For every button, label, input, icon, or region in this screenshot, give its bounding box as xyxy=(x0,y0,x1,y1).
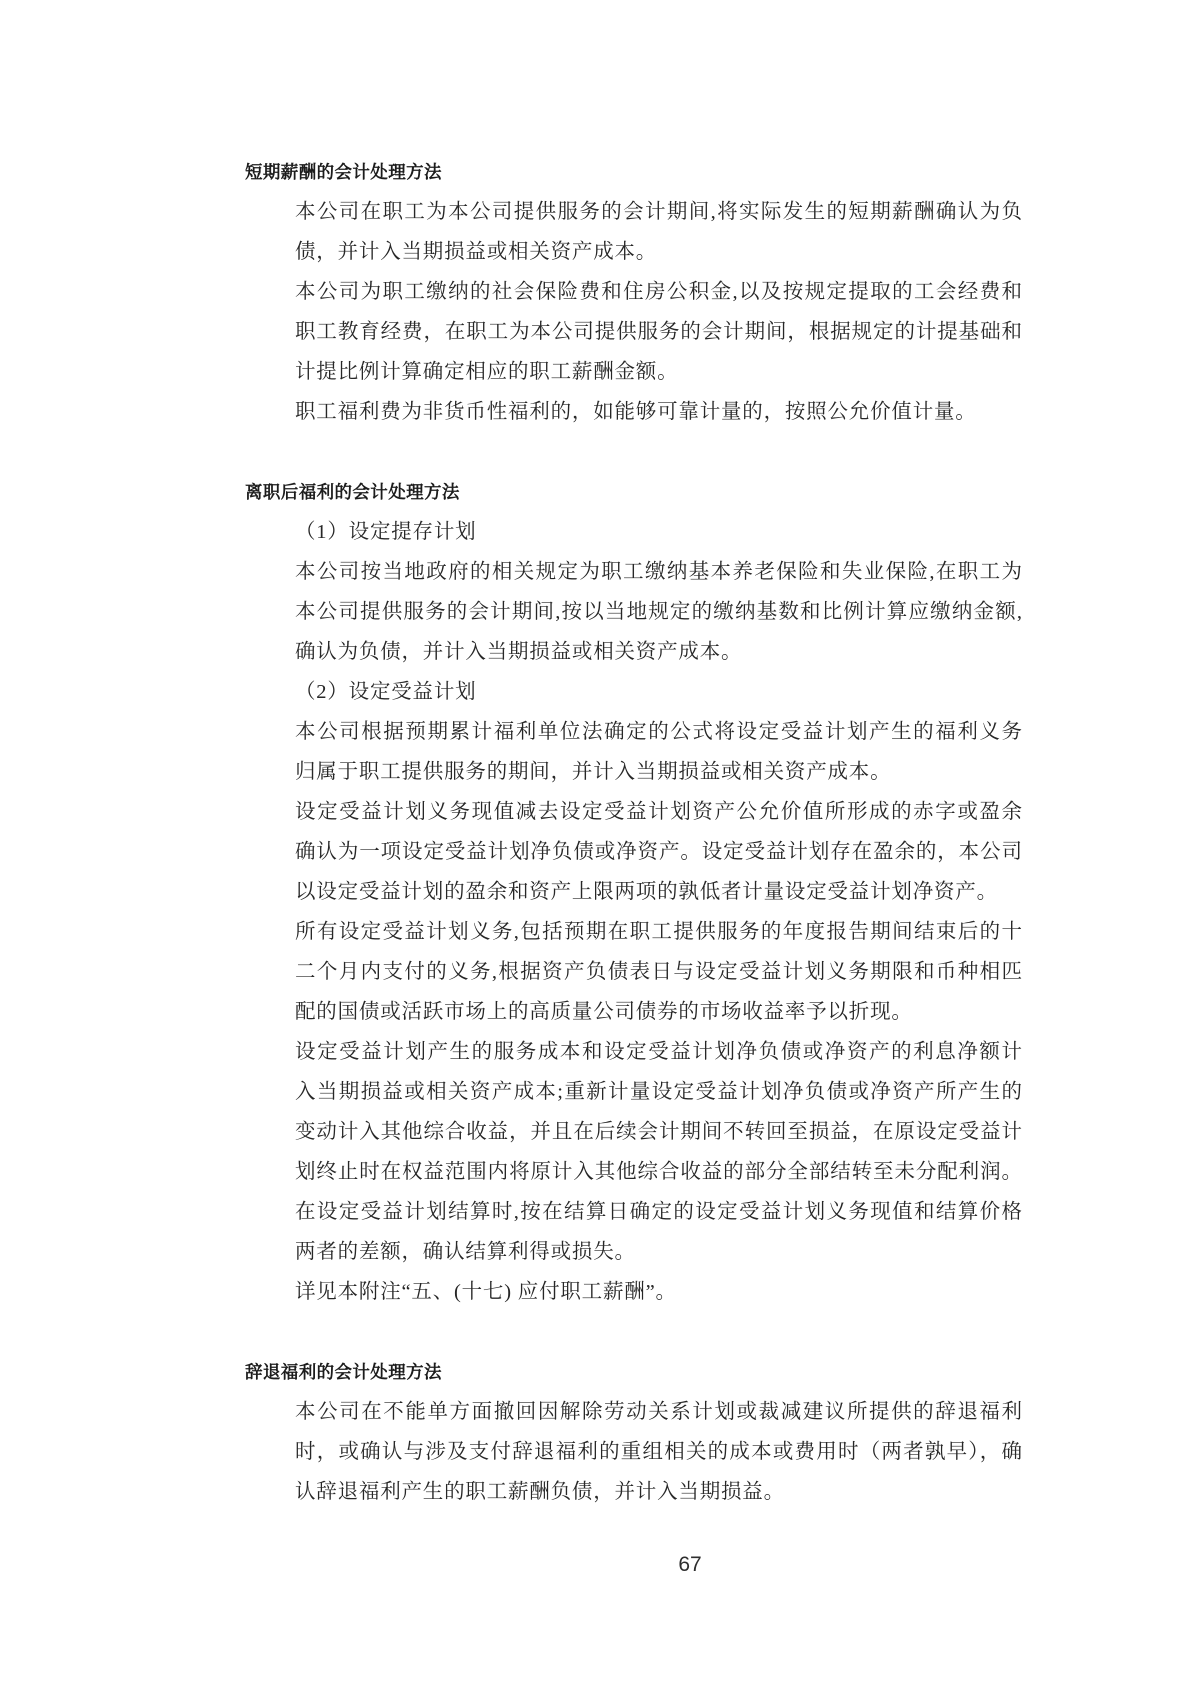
text-line: 本公司按当地政府的相关规定为职工缴纳基本养老保险和失业保险,在职工为 xyxy=(295,561,1022,583)
text-line: 认辞退福利产生的职工薪酬负债，并计入当期损益。 xyxy=(295,1481,785,1503)
text-line: 配的国债或活跃市场上的高质量公司债券的市场收益率予以折现。 xyxy=(295,1001,913,1023)
text-line: 时，或确认与涉及支付辞退福利的重组相关的成本或费用时（两者孰早），确 xyxy=(295,1441,1022,1463)
text-line: 在设定受益计划结算时,按在结算日确定的设定受益计划义务现值和结算价格 xyxy=(295,1201,1022,1223)
section-body-post-employment xyxy=(0,512,1200,1312)
text-line: 归属于职工提供服务的期间，并计入当期损益或相关资产成本。 xyxy=(295,761,892,783)
text-line: 职工福利费为非货币性福利的，如能够可靠计量的，按照公允价值计量。 xyxy=(295,401,977,423)
text-line: 两者的差额，确认结算利得或损失。 xyxy=(295,1241,636,1263)
text-line: 以设定受益计划的盈余和资产上限两项的孰低者计量设定受益计划净资产。 xyxy=(295,881,998,903)
text-line: 划终止时在权益范围内将原计入其他综合收益的部分全部结转至未分配利润。 xyxy=(295,1161,1022,1183)
page-number: 67 xyxy=(678,1553,702,1576)
text-line: 本公司在职工为本公司提供服务的会计期间,将实际发生的短期薪酬确认为负 xyxy=(295,201,1022,223)
text-line: 本公司根据预期累计福利单位法确定的公式将设定受益计划产生的福利义务 xyxy=(295,721,1022,743)
text-line: 详见本附注“五、(十七) 应付职工薪酬”。 xyxy=(295,1281,677,1303)
text-line: 入当期损益或相关资产成本;重新计量设定受益计划净负债或净资产所产生的 xyxy=(295,1081,1022,1103)
text-line: 所有设定受益计划义务,包括预期在职工提供服务的年度报告期间结束后的十 xyxy=(295,921,1022,943)
section-body-short-term xyxy=(0,192,1200,432)
section-post-employment-benefits xyxy=(0,472,1200,1312)
section-short-term-compensation xyxy=(0,152,1200,432)
text-line: 二个月内支付的义务,根据资产负债表日与设定受益计划义务期限和币种相匹 xyxy=(295,961,1022,983)
text-line: （2）设定受益计划 xyxy=(295,681,477,703)
section-heading-termination: 辞退福利的会计处理方法 xyxy=(245,1362,442,1382)
text-line: 计提比例计算确定相应的职工薪酬金额。 xyxy=(295,361,679,383)
section-body-termination xyxy=(0,1392,1200,1512)
section-heading-post-employment: 离职后福利的会计处理方法 xyxy=(245,482,460,502)
text-line: 债，并计入当期损益或相关资产成本。 xyxy=(295,241,658,263)
text-line: 设定受益计划产生的服务成本和设定受益计划净负债或净资产的利息净额计 xyxy=(295,1041,1022,1063)
text-line: 变动计入其他综合收益，并且在后续会计期间不转回至损益，在原设定受益计 xyxy=(295,1121,1022,1143)
text-line: （1）设定提存计划 xyxy=(295,521,477,543)
section-heading-short-term: 短期薪酬的会计处理方法 xyxy=(245,162,442,182)
text-line: 确认为一项设定受益计划净负债或净资产。设定受益计划存在盈余的，本公司 xyxy=(295,841,1022,863)
text-line: 职工教育经费，在职工为本公司提供服务的会计期间，根据规定的计提基础和 xyxy=(295,321,1022,343)
text-line: 本公司在不能单方面撤回因解除劳动关系计划或裁减建议所提供的辞退福利 xyxy=(295,1401,1022,1423)
text-line: 本公司提供服务的会计期间,按以当地规定的缴纳基数和比例计算应缴纳金额, xyxy=(295,601,1022,623)
section-termination-benefits xyxy=(0,1352,1200,1512)
text-line: 确认为负债，并计入当期损益或相关资产成本。 xyxy=(295,641,743,663)
text-line: 本公司为职工缴纳的社会保险费和住房公积金,以及按规定提取的工会经费和 xyxy=(295,281,1022,303)
text-line: 设定受益计划义务现值减去设定受益计划资产公允价值所形成的赤字或盈余 xyxy=(295,801,1022,823)
